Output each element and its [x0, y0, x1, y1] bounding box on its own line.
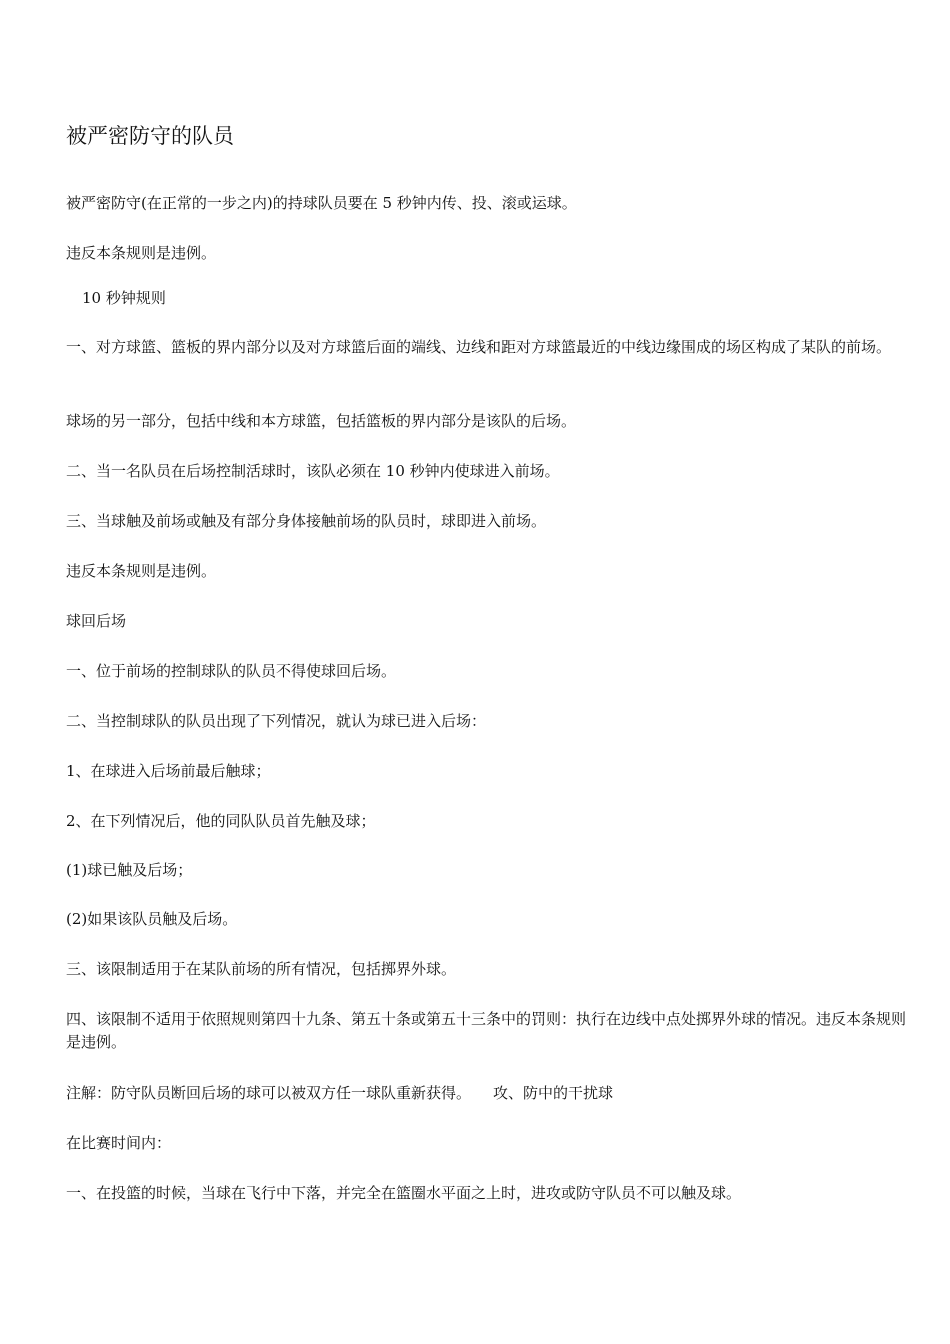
paragraph-ball-enters-frontcourt: 三、当球触及前场或触及有部分身体接触前场的队员时，球即进入前场。: [66, 512, 547, 530]
sub-list-item-1: (1)球已触及后场；: [66, 861, 193, 879]
list-item-1: 1、在球进入后场前最后触球；: [66, 762, 271, 780]
sub-list-item-2: (2)如果该队员触及后场。: [66, 910, 238, 928]
paragraph-no-return: 一、位于前场的控制球队的队员不得使球回后场。: [66, 662, 397, 680]
paragraph-closely-guarded: 被严密防守(在正常的一步之内)的持球队员要在 5 秒钟内传、投、滚或运球。: [66, 194, 577, 212]
section-heading-ball-returned: 球回后场: [66, 612, 127, 630]
note-text: 注解：防守队员断回后场的球可以被双方任一球队重新获得。: [66, 1084, 472, 1102]
paragraph-during-game: 在比赛时间内：: [66, 1134, 172, 1152]
section-heading-interference: 攻、防中的干扰球: [493, 1084, 614, 1102]
paragraph-note: [66, 1082, 916, 1105]
paragraph-exceptions: 四、该限制不适用于依照规则第四十九条、第五十条或第五十三条中的罚则：执行在边线中点处掷界外球的情况。违反本条规则是违例。: [66, 1010, 907, 1051]
section-heading-10-second-rule: 10 秒钟规则: [82, 289, 166, 307]
list-item-2: 2、在下列情况后，他的同队队员首先触及球；: [66, 812, 376, 830]
paragraph-return-conditions: 二、当控制球队的队员出现了下列情况，就认为球已进入后场：: [66, 712, 487, 730]
paragraph-frontcourt-definition: 一、对方球篮、篮板的界内部分以及对方球篮后面的端线、边线和距对方球篮最近的中线边缘围成的场区构成了某队的前场。: [66, 338, 892, 356]
paragraph-violation-2: 违反本条规则是违例。: [66, 562, 217, 580]
document-title: 被严密防守的队员: [66, 124, 234, 148]
paragraph-10-second-rule: 二、当一名队员在后场控制活球时，该队必须在 10 秒钟内使球进入前场。: [66, 462, 560, 480]
paragraph-shot-interference: 一、在投篮的时候，当球在飞行中下落，并完全在篮圈水平面之上时，进攻或防守队员不可以触及球。: [66, 1184, 742, 1202]
paragraph-violation-1: 违反本条规则是违例。: [66, 244, 217, 262]
paragraph-throw-in: 三、该限制适用于在某队前场的所有情况，包括掷界外球。: [66, 960, 457, 978]
paragraph-backcourt-definition: 球场的另一部分，包括中线和本方球篮，包括篮板的界内部分是该队的后场。: [66, 412, 577, 430]
